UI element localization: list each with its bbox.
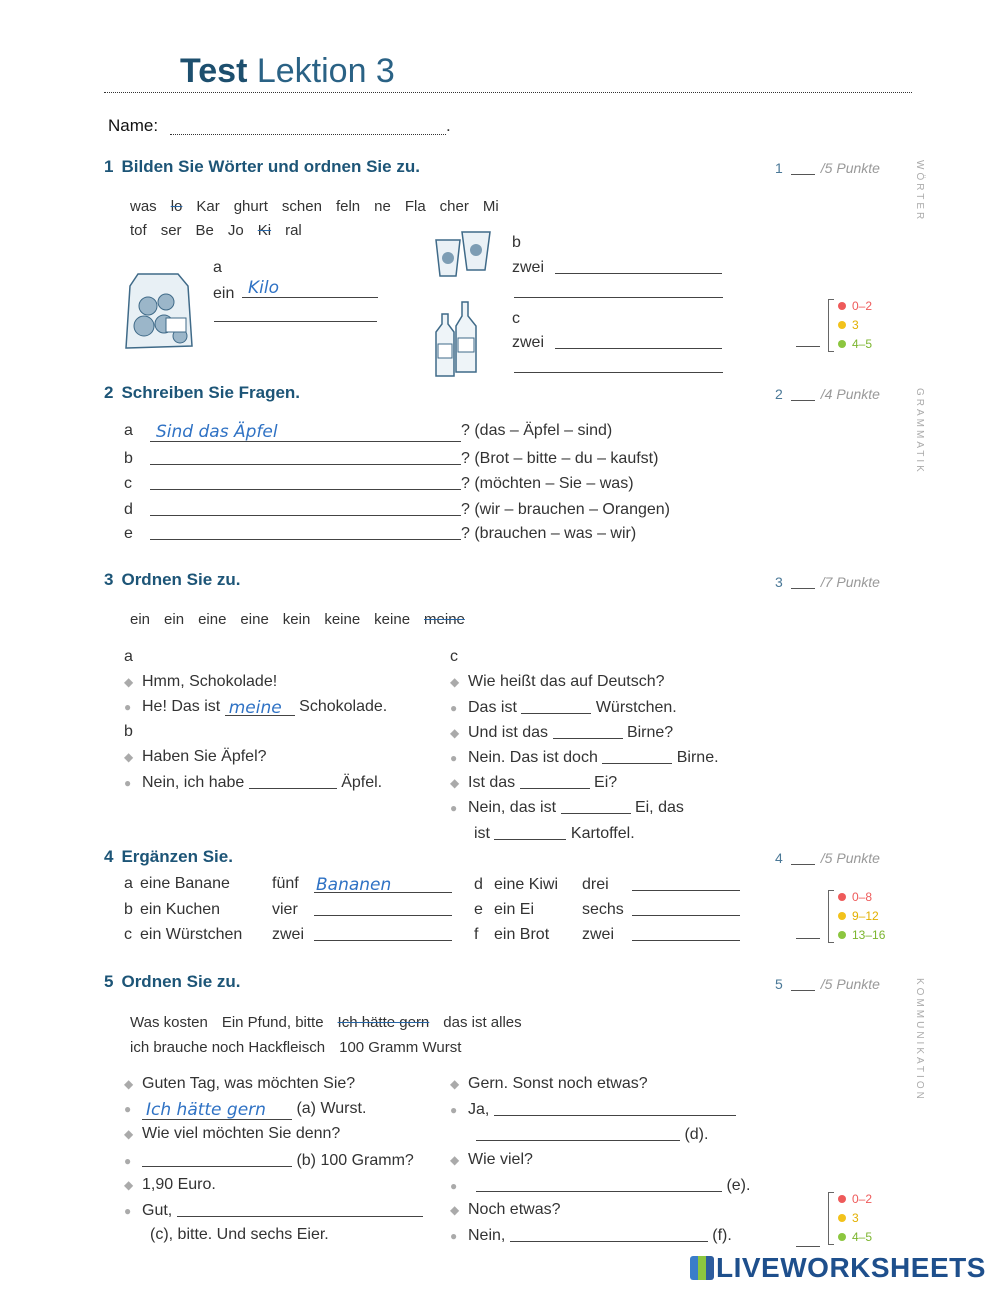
item-c-prefix: zwei	[512, 334, 545, 351]
section-3-heading: 3 Ordnen Sie zu.	[104, 570, 241, 589]
dialog-c-line-6: ● Nein, das ist Ei, das	[450, 799, 684, 816]
side-label-woerter: WÖRTER	[914, 160, 925, 223]
dialog-b-line-2: ● Nein, ich habe Äpfel.	[124, 774, 383, 791]
section-4-score: 4 /5 Punkte	[775, 850, 880, 866]
header-divider	[104, 92, 912, 93]
item-a-letter: a	[213, 259, 222, 276]
plural-d-row: d eine Kiwi drei	[474, 875, 740, 894]
section-1-score: 1 /5 Punkte	[775, 160, 880, 176]
item-c-input-2[interactable]	[514, 357, 723, 373]
dialog-b-line-1: ◆ Haben Sie Äpfel?	[124, 748, 267, 765]
plural-e-row: e ein Ei sechs	[474, 900, 740, 919]
yogurt-image	[430, 226, 498, 284]
shop-input-a[interactable]: Ich hätte gern	[142, 1100, 292, 1120]
plural-b-row: b ein Kuchen vier	[124, 900, 452, 919]
flour-bag-image	[118, 266, 198, 356]
section-1-total-input[interactable]	[796, 346, 820, 347]
shop-right-4: ◆ Wie viel?	[450, 1151, 533, 1168]
section-5-phrases-row-2: ich brauche noch Hackfleisch 100 Gramm Wurst	[130, 1039, 462, 1056]
shop-right-3: (d).	[476, 1125, 708, 1144]
plural-c-input[interactable]	[314, 925, 452, 941]
section-4-total-input[interactable]	[796, 938, 820, 939]
dialog-c-line-3: ◆ Und ist das Birne?	[450, 724, 674, 741]
bottles-image	[432, 296, 482, 380]
item-a-input-2[interactable]	[214, 306, 377, 322]
item-c-letter: c	[512, 310, 520, 327]
syllables-row-1: was lo Kar ghurt schen feln ne Fla cher Mi	[130, 198, 499, 215]
dialog-a-input[interactable]: meine	[225, 698, 295, 716]
section-5-score: 5 /5 Punkte	[775, 976, 880, 992]
shop-left-1: ◆ Guten Tag, was möchten Sie?	[124, 1075, 356, 1092]
plural-a-input[interactable]: Bananen	[314, 875, 452, 893]
name-label: Name:	[108, 116, 159, 135]
shop-right-7: ● Nein, (f).	[450, 1227, 732, 1244]
shop-input-b[interactable]	[142, 1151, 292, 1167]
section-5-legend: 0–2 3 4–5	[828, 1190, 898, 1247]
liveworksheets-logo-icon	[690, 1256, 714, 1280]
shop-right-2: ● Ja,	[450, 1100, 736, 1119]
plural-b-input[interactable]	[314, 900, 452, 916]
section-5-total-input[interactable]	[796, 1246, 820, 1247]
dialog-c-line-1: ◆ Wie heißt das auf Deutsch?	[450, 673, 665, 690]
dialog-b-input[interactable]	[249, 773, 337, 789]
plural-a-row: a eine Banane fünf Bananen	[124, 875, 452, 893]
item-b-prefix: zwei	[512, 259, 545, 276]
shop-input-d-1[interactable]	[494, 1100, 736, 1116]
section-2-score: 2 /4 Punkte	[775, 386, 880, 402]
item-b-input-2[interactable]	[514, 282, 723, 298]
plural-d-input[interactable]	[632, 875, 740, 891]
plural-f-input[interactable]	[632, 925, 740, 941]
page-title: Test Lektion 3	[180, 52, 395, 90]
dialog-c-input-6[interactable]	[494, 824, 566, 840]
section-1-legend: 0–2 3 4–5	[828, 297, 898, 354]
dialog-a-line-1: ◆ Hmm, Schokolade!	[124, 673, 278, 690]
liveworksheets-logo[interactable]: LIVEWORKSHEETS	[690, 1252, 986, 1284]
dialog-c-input-1[interactable]	[521, 698, 591, 714]
dialog-c-input-5[interactable]	[561, 798, 631, 814]
shop-left-5: ◆ 1,90 Euro.	[124, 1176, 216, 1193]
question-e-row: e ? (brauchen – was – wir)	[124, 522, 636, 543]
dialog-c-input-2[interactable]	[553, 723, 623, 739]
shop-input-f[interactable]	[510, 1226, 708, 1242]
syllables-row-2: tof ser Be Jo Ki ral	[130, 222, 302, 239]
item-b-letter: b	[512, 234, 521, 251]
question-d-row: d ? (wir – brauchen – Orangen)	[124, 498, 670, 519]
shop-right-6: ◆ Noch etwas?	[450, 1201, 561, 1218]
section-3-wordbox: ein ein eine eine kein keine keine meine	[130, 611, 465, 628]
dialog-a-line-2: ● He! Das ist meine Schokolade.	[124, 698, 388, 718]
question-a-row: a Sind das Äpfel ? (das – Äpfel – sind)	[124, 422, 613, 442]
question-e-input[interactable]	[150, 522, 461, 540]
item-b-input[interactable]	[555, 256, 722, 274]
item-a-input[interactable]: Kilo	[242, 278, 378, 298]
dialog-c-letter: c	[450, 648, 458, 665]
side-label-kommunikation: KOMMUNIKATION	[914, 978, 925, 1102]
shop-right-5: ● (e).	[450, 1177, 751, 1194]
question-c-input[interactable]	[150, 472, 461, 490]
dialog-c-line-4: ● Nein. Das ist doch Birne.	[450, 749, 719, 766]
side-label-grammatik: GRAMMATIK	[914, 388, 925, 475]
item-c-input[interactable]	[555, 331, 722, 349]
section-2-heading: 2 Schreiben Sie Fragen.	[104, 383, 301, 402]
name-input[interactable]	[170, 133, 446, 135]
shop-left-6: ● Gut,	[124, 1201, 423, 1220]
shop-input-e[interactable]	[476, 1176, 722, 1192]
section-4-heading: 4 Ergänzen Sie.	[104, 847, 233, 866]
item-a-prefix: ein	[213, 285, 235, 302]
shop-left-2: ● Ich hätte gern (a) Wurst.	[124, 1100, 367, 1120]
shop-left-3: ◆ Wie viel möchten Sie denn?	[124, 1125, 341, 1142]
shop-input-c[interactable]	[177, 1201, 423, 1217]
section-1-heading: 1 Bilden Sie Wörter und ordnen Sie zu.	[104, 157, 420, 176]
shop-right-1: ◆ Gern. Sonst noch etwas?	[450, 1075, 648, 1092]
section-5-heading: 5 Ordnen Sie zu.	[104, 972, 241, 991]
question-b-input[interactable]	[150, 447, 461, 465]
shop-left-7: (c), bitte. Und sechs Eier.	[150, 1226, 329, 1243]
plural-c-row: c ein Würstchen zwei	[124, 925, 452, 944]
name-end-dot: .	[446, 116, 451, 135]
shop-left-4: ● (b) 100 Gramm?	[124, 1152, 414, 1169]
section-3-score: 3 /7 Punkte	[775, 574, 880, 590]
question-c-row: c ? (möchten – Sie – was)	[124, 472, 634, 493]
dialog-c-input-3[interactable]	[602, 748, 672, 764]
shop-input-d-2[interactable]	[476, 1125, 680, 1141]
question-b-row: b ? (Brot – bitte – du – kaufst)	[124, 447, 658, 468]
question-a-input[interactable]: Sind das Äpfel	[150, 422, 461, 442]
dialog-c-line-5: ◆ Ist das Ei?	[450, 774, 618, 791]
question-d-input[interactable]	[150, 498, 461, 516]
section-4-legend: 0–8 9–12 13–16	[828, 888, 908, 945]
plural-e-input[interactable]	[632, 900, 740, 916]
dialog-c-line-7: ist Kartoffel.	[474, 825, 635, 842]
section-5-phrases-row-1: Was kosten Ein Pfund, bitte Ich hätte gern das ist alles	[130, 1014, 522, 1031]
plural-f-row: f ein Brot zwei	[474, 925, 740, 944]
dialog-a-letter: a	[124, 648, 133, 665]
dialog-b-letter: b	[124, 723, 133, 740]
dialog-c-line-2: ● Das ist Würstchen.	[450, 699, 677, 716]
dialog-c-input-4[interactable]	[520, 773, 590, 789]
